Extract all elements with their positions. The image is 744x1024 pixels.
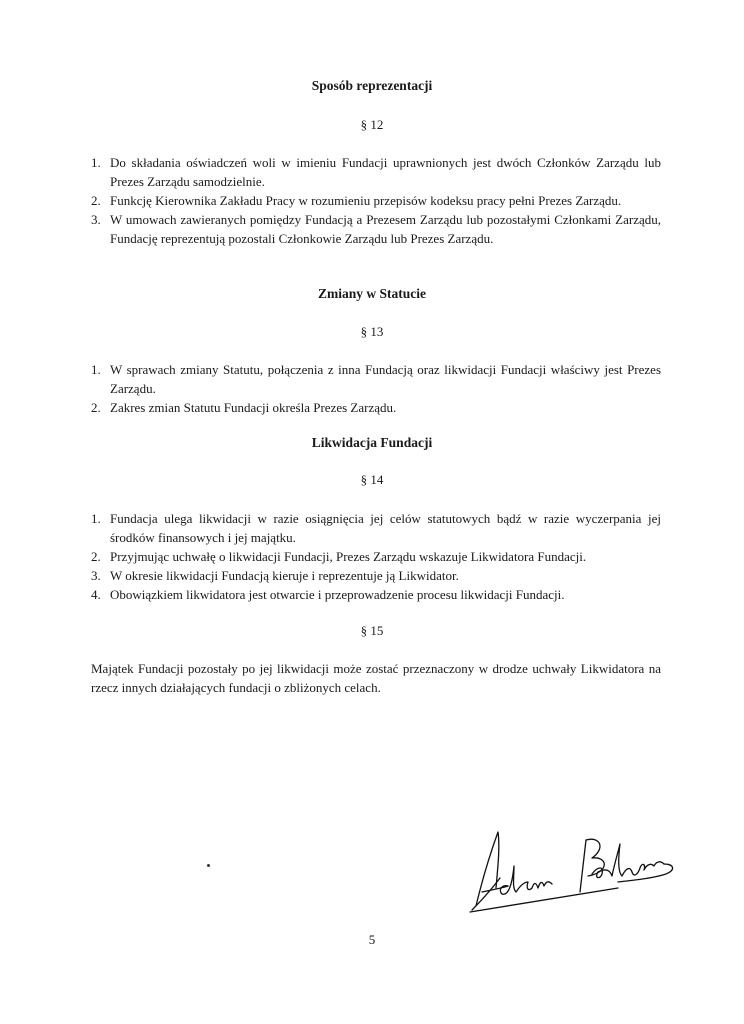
liquidation-list: [88, 509, 661, 604]
paragraph-number-14: § 14: [360, 472, 384, 487]
list-item: [88, 398, 661, 417]
list-item-number: 2.: [91, 193, 101, 208]
list-item-text: Zakres zmian Statutu Fundacji określa Prezes Zarządu.: [110, 400, 397, 415]
list-item: [88, 547, 661, 566]
list-item: [88, 585, 661, 604]
representation-list: [88, 153, 661, 248]
list-item-text: Obowiązkiem likwidatora jest otwarcie i przeprowadzenie procesu likwidacji Fundacji.: [110, 587, 565, 602]
list-item-number: 3.: [91, 568, 101, 583]
assets-paragraph: Majątek Fundacji pozostały po jej likwidacji może zostać przeznaczony w drodze uchwały Likwidatora na rzecz innych działających fundacji o zbliżonych celach.: [91, 661, 661, 695]
list-item-number: 2.: [91, 400, 101, 415]
list-item-number: 1.: [91, 155, 101, 170]
handwritten-signature: [468, 826, 680, 916]
list-item-text: W umowach zawieranych pomiędzy Fundacją a Prezesem Zarządu lub pozostałymi Członkami Zarządu, Fundację reprezentują pozostali Członkowie Zarządu lub Prezes Zarządu.: [110, 212, 661, 246]
list-item-number: 3.: [91, 212, 101, 227]
paragraph-number-13: § 13: [360, 324, 384, 339]
list-item: [88, 566, 661, 585]
list-item: [88, 191, 661, 210]
section-heading-representation: Sposób reprezentacji: [311, 78, 433, 93]
list-item-text: W okresie likwidacji Fundacją kieruje i reprezentuje ją Likwidator.: [110, 568, 459, 583]
list-item-number: 4.: [91, 587, 101, 602]
list-item-number: 2.: [91, 549, 101, 564]
statute-changes-list: [88, 360, 661, 417]
list-item: [88, 360, 661, 398]
list-item-text: W sprawach zmiany Statutu, połączenia z inna Fundacją oraz likwidacji Fundacji właściwy jest Prezes Zarządu.: [110, 362, 661, 396]
paragraph-number-15: § 15: [360, 623, 384, 638]
list-item: [88, 509, 661, 547]
paragraph-number-12: § 12: [360, 117, 384, 132]
list-item: [88, 153, 661, 191]
list-item-text: Funkcję Kierownika Zakładu Pracy w rozumieniu przepisów kodeksu pracy pełni Prezes Zarządu.: [110, 193, 622, 208]
list-item-text: Przyjmując uchwałę o likwidacji Fundacji, Prezes Zarządu wskazuje Likwidatora Fundacji.: [110, 549, 587, 564]
list-item-text: Fundacja ulega likwidacji w razie osiągnięcia jej celów statutowych bądź w razie wyczerpania jej środków finansowych i jej majątku.: [110, 511, 661, 545]
list-item-number: 1.: [91, 511, 101, 526]
list-item-text: Do składania oświadczeń woli w imieniu Fundacji uprawnionych jest dwóch Członków Zarządu lub Prezes Zarządu samodzielnie.: [110, 155, 661, 189]
scan-speck: [207, 864, 210, 867]
section-heading-statute-changes: Zmiany w Statucie: [318, 286, 426, 301]
page-number: 5: [368, 932, 376, 947]
list-item-number: 1.: [91, 362, 101, 377]
section-heading-liquidation: Likwidacja Fundacji: [311, 435, 433, 450]
list-item: [88, 210, 661, 248]
